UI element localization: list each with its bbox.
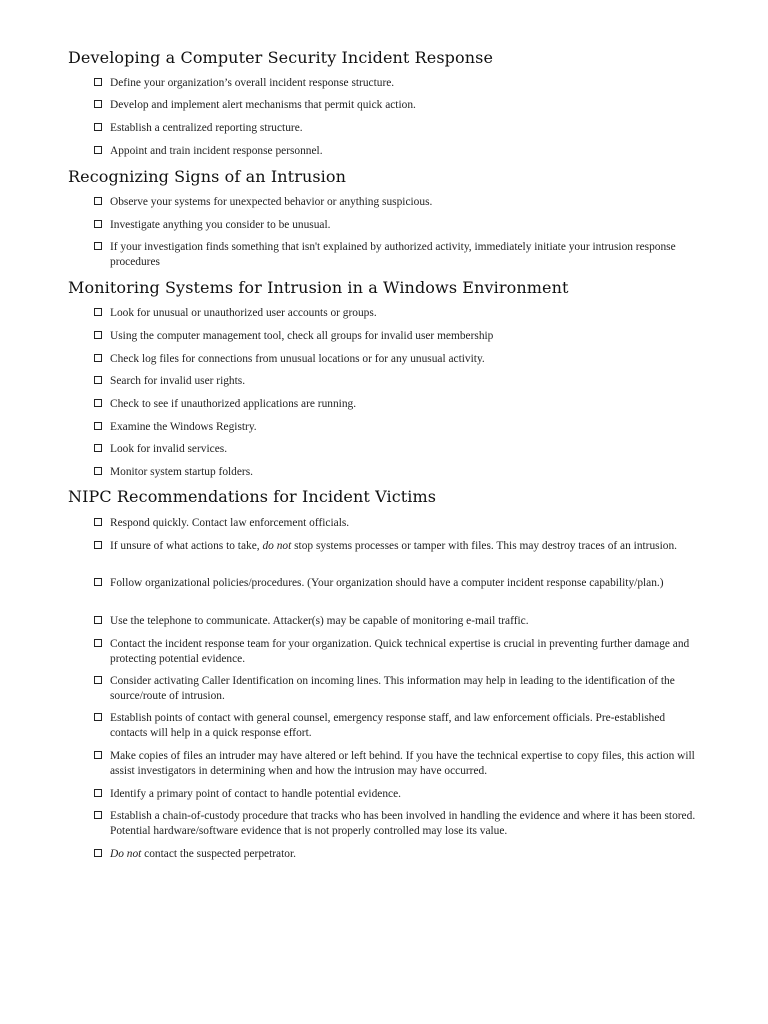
checklist-item-text	[110, 397, 704, 412]
text-run: Establish a chain-of-custody procedure that tracks who has been involved in handling the evidence and where it has been stored. Potential hardware/software evidence that is not properly controlled may lose its value.	[110, 810, 696, 837]
text-run: Develop and implement alert mechanisms that permit quick action.	[110, 99, 416, 111]
checklist-item	[94, 76, 704, 91]
checkbox-square-icon	[94, 541, 102, 549]
checklist-item-text	[110, 787, 704, 802]
checkbox-square-icon	[94, 676, 102, 684]
checkbox-square-icon	[94, 444, 102, 452]
checkbox-square-icon	[94, 78, 102, 86]
text-run: Observe your systems for unexpected behavior or anything suspicious.	[110, 196, 433, 208]
checklist-item	[94, 465, 704, 480]
checklist-item	[94, 306, 704, 321]
text-run: contact the suspected perpetrator.	[141, 848, 296, 860]
text-run: Search for invalid user rights.	[110, 375, 246, 387]
checklist-item-text	[110, 306, 704, 321]
checkbox-square-icon	[94, 399, 102, 407]
text-run: Appoint and train incident response personnel.	[110, 145, 323, 157]
text-run: Investigate anything you consider to be unusual.	[110, 219, 331, 231]
checklist-item-text	[110, 465, 704, 480]
section-title-incident-response: Developing a Computer Security Incident Response	[68, 48, 494, 67]
checklist-item-text	[110, 576, 704, 591]
checklist-item-text	[110, 240, 704, 270]
text-run: Monitor system startup folders.	[110, 466, 254, 478]
checkbox-square-icon	[94, 639, 102, 647]
checkbox-square-icon	[94, 578, 102, 586]
checkbox-square-icon	[94, 123, 102, 131]
text-run: Contact the incident response team for your organization. Quick technical expertise is crucial in preventing further damage and protecting potential evidence.	[110, 638, 690, 665]
checklist-item	[94, 847, 704, 862]
text-run: Check log files for connections from unusual locations or for any unusual activity.	[110, 353, 485, 365]
checkbox-square-icon	[94, 616, 102, 624]
checkbox-square-icon	[94, 751, 102, 759]
checkbox-square-icon	[94, 100, 102, 108]
checklist-item	[94, 218, 704, 233]
checklist-item-text	[110, 847, 704, 862]
checklist-item	[94, 98, 704, 113]
text-run: Consider activating Caller Identification on incoming lines. This information may help in leading to the identification of the source/route of intrusion.	[110, 675, 675, 702]
checklist-item	[94, 442, 704, 457]
checklist-item-text	[110, 809, 704, 839]
checklist-item	[94, 614, 704, 629]
section-title-nipc-recommendations: NIPC Recommendations for Incident Victims	[68, 487, 437, 506]
checklist-item	[94, 516, 704, 531]
checkbox-square-icon	[94, 467, 102, 475]
checklist-item-text	[110, 195, 704, 210]
checklist-item	[94, 397, 704, 412]
checklist-item-text	[110, 352, 704, 367]
checklist-item	[94, 240, 704, 270]
checkbox-square-icon	[94, 713, 102, 721]
text-run: Look for unusual or unauthorized user accounts or groups.	[110, 307, 377, 319]
checklist-item	[94, 539, 704, 554]
checklist-item	[94, 121, 704, 136]
emphasis-text: do not	[262, 540, 292, 552]
checklist-item-text	[110, 711, 704, 741]
text-run: stop systems processes or tamper with files. This may destroy traces of an intrusion.	[291, 540, 678, 552]
checklist-item	[94, 637, 704, 667]
text-run: Using the computer management tool, check all groups for invalid user membership	[110, 330, 494, 342]
section-title-signs-of-intrusion: Recognizing Signs of an Intrusion	[68, 167, 347, 186]
text-run: Respond quickly. Contact law enforcement officials.	[110, 517, 350, 529]
checkbox-square-icon	[94, 242, 102, 250]
checklist-item	[94, 374, 704, 389]
checklist-item-text	[110, 98, 704, 113]
checkbox-square-icon	[94, 422, 102, 430]
section-title-windows-monitoring: Monitoring Systems for Intrusion in a Windows Environment	[68, 278, 569, 297]
checklist-item-text	[110, 442, 704, 457]
text-run: If your investigation finds something that isn't explained by authorized activity, immediately initiate your intrusion response procedures	[110, 241, 676, 268]
checklist-item	[94, 144, 704, 159]
checklist-item	[94, 195, 704, 210]
checklist-item	[94, 809, 704, 839]
text-run: Examine the Windows Registry.	[110, 421, 257, 433]
checkbox-square-icon	[94, 197, 102, 205]
checklist-item-text	[110, 539, 704, 554]
checklist-item	[94, 576, 704, 591]
checklist-item-text	[110, 749, 704, 779]
text-run: Establish points of contact with general counsel, emergency response staff, and law enforcement officials. Pre-established contacts will help in a quick response effort.	[110, 712, 666, 739]
checkbox-square-icon	[94, 220, 102, 228]
checklist-item-text	[110, 76, 704, 91]
text-run: Check to see if unauthorized applications are running.	[110, 398, 357, 410]
checklist-item-text	[110, 374, 704, 389]
text-run: Establish a centralized reporting structure.	[110, 122, 303, 134]
checklist-item-text	[110, 614, 704, 629]
checklist-item	[94, 352, 704, 367]
checkbox-square-icon	[94, 789, 102, 797]
checklist-item-text	[110, 516, 704, 531]
checklist-item	[94, 674, 704, 704]
checkbox-square-icon	[94, 146, 102, 154]
checklist-item-text	[110, 121, 704, 136]
checkbox-square-icon	[94, 849, 102, 857]
text-run: If unsure of what actions to take,	[110, 540, 263, 552]
checklist-item	[94, 787, 704, 802]
checkbox-square-icon	[94, 518, 102, 526]
checklist-item-text	[110, 218, 704, 233]
checkbox-square-icon	[94, 308, 102, 316]
checklist-item-text	[110, 144, 704, 159]
text-run: Define your organization’s overall incident response structure.	[110, 77, 395, 89]
checklist-item-text	[110, 420, 704, 435]
text-run: Identify a primary point of contact to handle potential evidence.	[110, 788, 401, 800]
checklist-item-text	[110, 674, 704, 704]
text-run: Make copies of files an intruder may have altered or left behind. If you have the technical expertise to copy files, this action will assist investigators in determining when and how the intrusion may have occurred.	[110, 750, 695, 777]
checklist-item	[94, 420, 704, 435]
checklist-item	[94, 711, 704, 741]
emphasis-text: Do not	[110, 848, 142, 860]
text-run: Look for invalid services.	[110, 443, 228, 455]
checklist-item-text	[110, 637, 704, 667]
checklist-item-text	[110, 329, 704, 344]
text-run: Follow organizational policies/procedures. (Your organization should have a computer incident response capability/plan.)	[110, 577, 664, 589]
checkbox-square-icon	[94, 331, 102, 339]
text-run: Use the telephone to communicate. Attacker(s) may be capable of monitoring e-mail traffic.	[110, 615, 529, 627]
checklist-item	[94, 329, 704, 344]
checkbox-square-icon	[94, 354, 102, 362]
checkbox-square-icon	[94, 811, 102, 819]
checklist-item	[94, 749, 704, 779]
checkbox-square-icon	[94, 376, 102, 384]
